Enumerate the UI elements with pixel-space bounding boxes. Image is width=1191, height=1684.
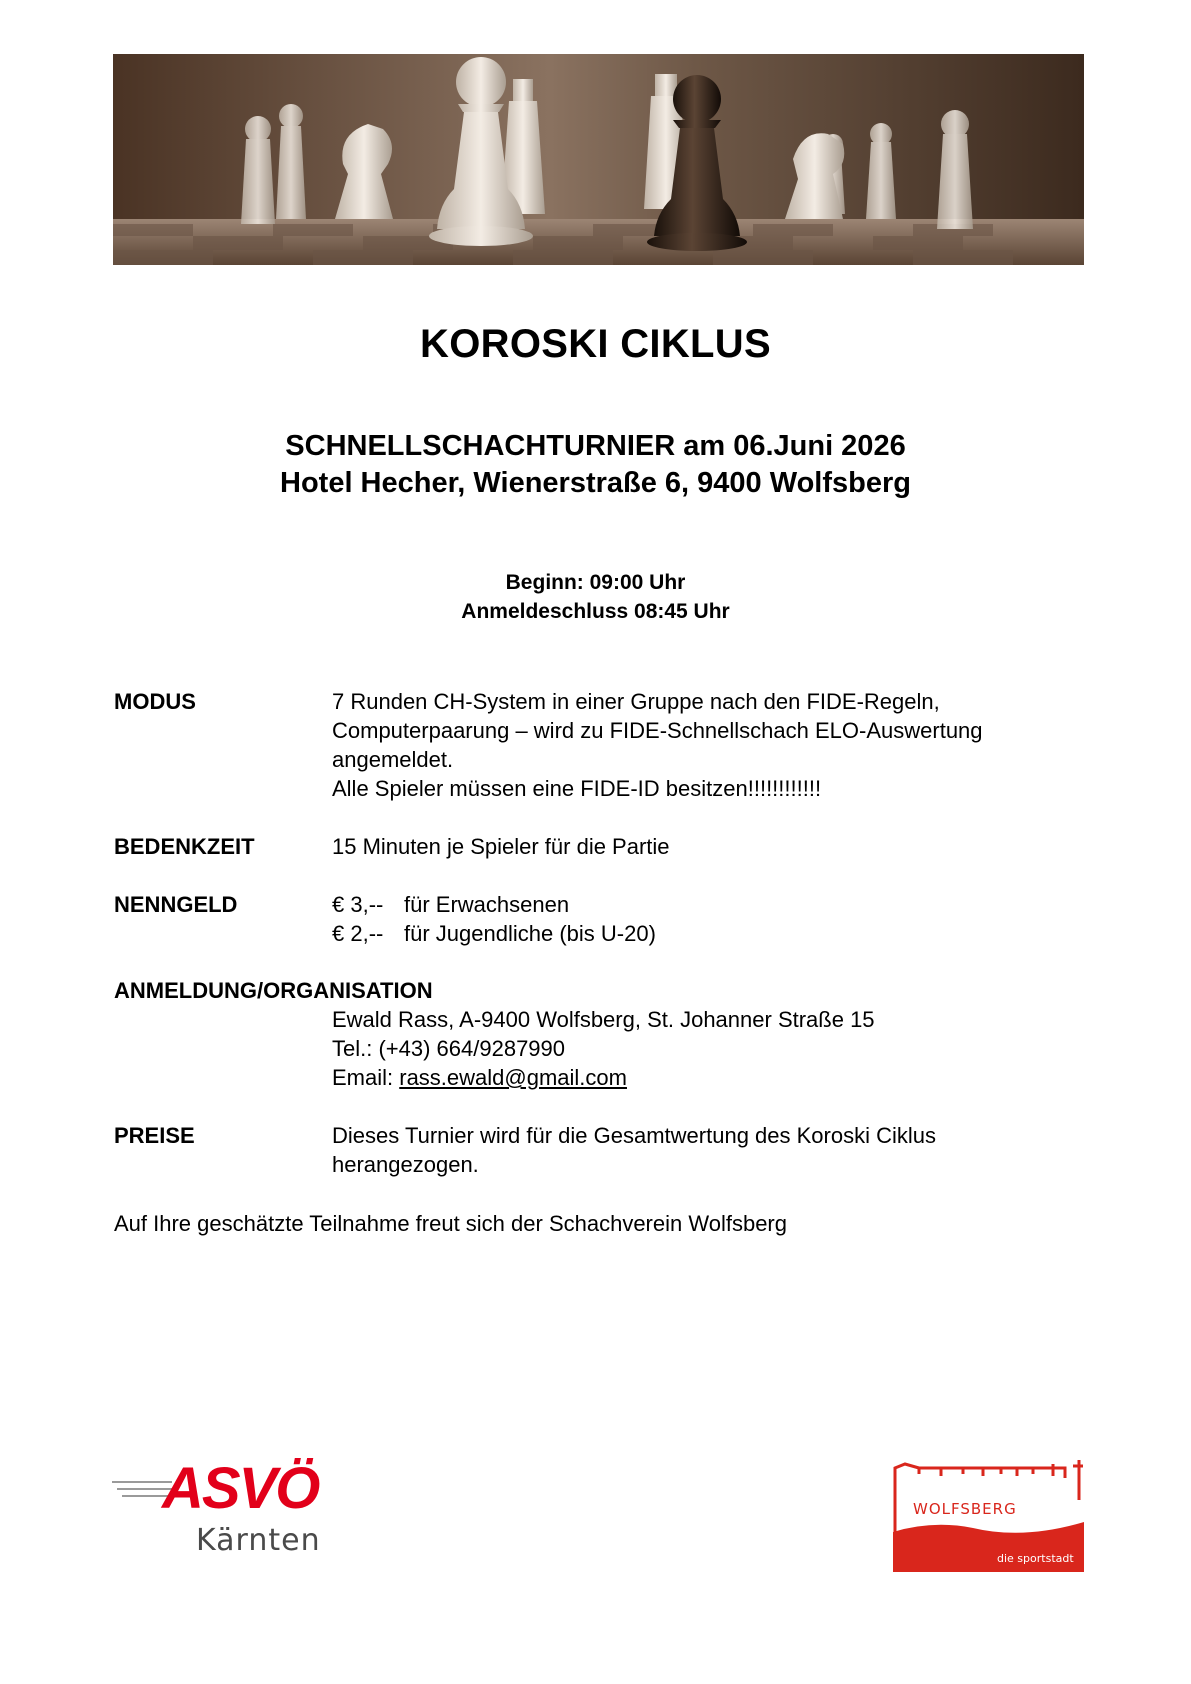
fee-description: für Jugendliche (bis U-20) [404, 921, 656, 946]
asvo-logo-icon [112, 1452, 357, 1557]
asvo-logo [112, 1452, 357, 1557]
email-link[interactable]: rass.ewald@gmail.com [399, 1065, 627, 1090]
wolfsberg-logo [893, 1460, 1084, 1572]
text-line: angemeldet. [332, 747, 454, 772]
chess-pieces-banner-icon [113, 54, 1084, 265]
text-line: herangezogen. [332, 1152, 479, 1177]
section-label: PREISE [114, 1123, 195, 1148]
section-bedenkzeit [114, 832, 1074, 861]
fee-amount: € 2,-- [332, 921, 384, 946]
section-anmeldung [114, 976, 1074, 1092]
section-body [332, 1121, 1074, 1179]
wolfsberg-tagline: die sportstadt [997, 1552, 1074, 1565]
closing-text: Auf Ihre geschätzte Teilnahme freut sich der Schachverein Wolfsberg [114, 1211, 787, 1236]
email-label: Email: [332, 1065, 400, 1090]
section-label: BEDENKZEIT [114, 834, 255, 859]
chess-banner-image [113, 54, 1084, 265]
fee-amount: € 3,-- [332, 892, 384, 917]
event-times [0, 568, 1191, 626]
section-body [332, 890, 1074, 948]
fee-description: für Erwachsenen [404, 892, 570, 917]
section-preise [114, 1121, 1074, 1179]
text-line: Alle Spieler müssen eine FIDE-ID besitzen!!!!!!!!!!!! [332, 776, 822, 801]
fee-row [332, 919, 1074, 948]
page-title: KOROSKI CIKLUS [420, 322, 771, 366]
organizer-email [332, 1063, 1074, 1092]
asvo-subtitle: Kärnten [196, 1523, 321, 1557]
section-label: ANMELDUNG/ORGANISATION [114, 978, 433, 1003]
text-line: 15 Minuten je Spieler für die Partie [332, 834, 670, 859]
organizer-address: Ewald Rass, A-9400 Wolfsberg, St. Johanner Straße 15 [332, 1007, 875, 1032]
wolfsberg-word: WOLFSBERG [913, 1500, 1017, 1518]
section-label: NENNGELD [114, 892, 238, 917]
fee-row [332, 890, 1074, 919]
section-body [332, 832, 1074, 861]
section-modus [114, 687, 1074, 803]
section-body [332, 1005, 1074, 1092]
wolfsberg-castle-logo-icon [893, 1460, 1084, 1572]
start-time: Beginn: 09:00 Uhr [505, 571, 686, 594]
text-line: Computerpaarung – wird zu FIDE-Schnellschach ELO-Auswertung [332, 718, 983, 743]
event-subtitle [0, 428, 1191, 502]
section-nenngeld [114, 890, 1074, 948]
registration-deadline: Anmeldeschluss 08:45 Uhr [461, 600, 730, 623]
asvo-word: ASVÖ [162, 1456, 319, 1521]
event-venue-line: Hotel Hecher, Wienerstraße 6, 9400 Wolfsberg [280, 467, 911, 499]
event-date-line: SCHNELLSCHACHTURNIER am 06.Juni 2026 [285, 430, 906, 462]
text-line: 7 Runden CH-System in einer Gruppe nach den FIDE-Regeln, [332, 689, 940, 714]
section-body [332, 687, 1074, 803]
text-line: Dieses Turnier wird für die Gesamtwertung des Koroski Ciklus [332, 1123, 937, 1148]
section-label: MODUS [114, 689, 196, 714]
organizer-phone: Tel.: (+43) 664/9287990 [332, 1036, 566, 1061]
